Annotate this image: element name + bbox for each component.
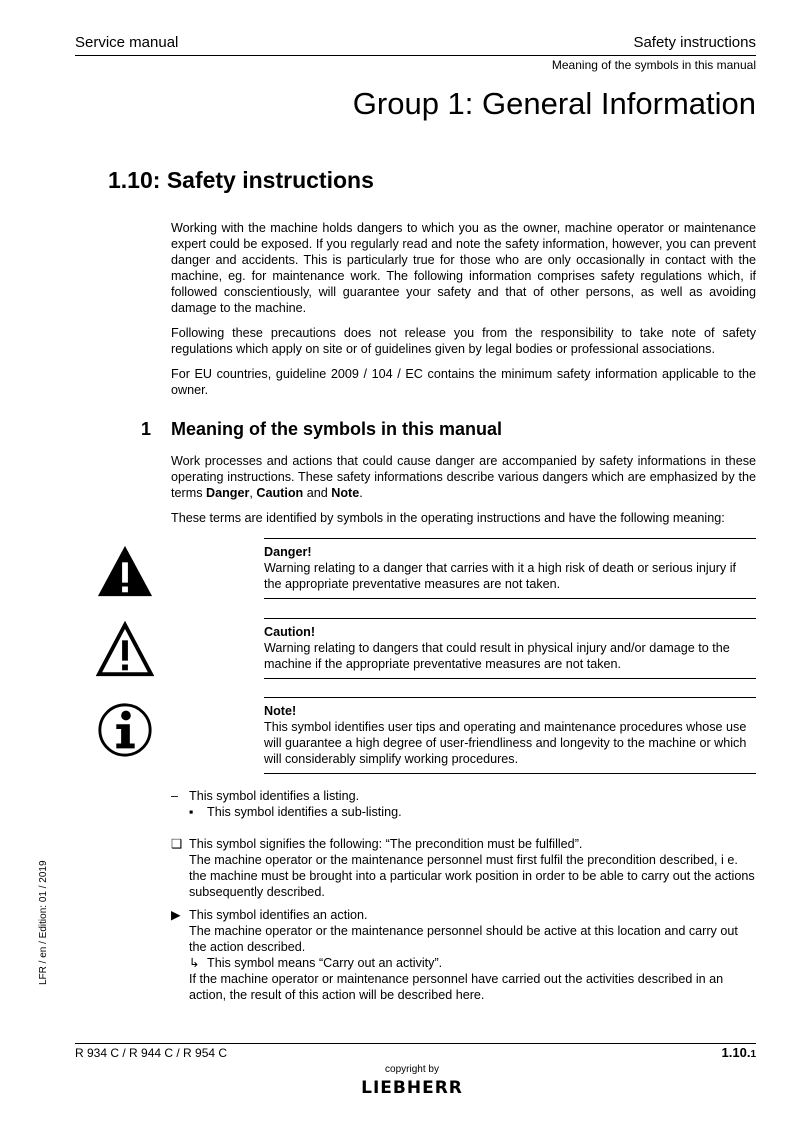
intro-paragraph-1: Working with the machine holds dangers to which you as the owner, machine operator or maintenance expert could be exposed. If you regularly read and note the safety information, however, you can prevent danger and accidents. This is particularly true for those who are only occasionally in contact with the machine, eg. for maintenance work. The following information comprises safety regulations which, if followed conscientiously, will guarantee your safety and that of other persons, as well as avoiding damage to the machine. <box>171 221 756 315</box>
header-rule <box>75 55 756 56</box>
precondition-symbol <box>171 836 756 900</box>
precondition-text: This symbol signifies the following: “The precondition must be fulfilled”. <box>189 837 583 851</box>
header-left: Service manual <box>75 34 179 51</box>
symbols-intro-text: Work processes and actions that could cause danger are accompanied by safety informations in these operating instructions. These safety informations describe various dangers which are emphasized by the terms <box>171 454 756 500</box>
liebherr-logo: LIEBHERR <box>361 1078 463 1098</box>
page-number <box>722 1045 756 1060</box>
subsection-number: 1 <box>141 419 152 439</box>
term-separator: and <box>303 486 332 500</box>
activity-text: This symbol means “Carry out an activity”. <box>207 956 443 970</box>
page-number-sub: 1 <box>750 1049 756 1060</box>
header-subtitle: Meaning of the symbols in this manual <box>551 58 756 72</box>
action-symbol <box>171 907 756 1003</box>
term-caution: Caution <box>256 486 304 500</box>
action-text: This symbol identifies an action. <box>189 908 368 922</box>
term-end: . <box>359 486 363 500</box>
page-number-main: 1.10. <box>721 1045 751 1060</box>
play-arrow-icon: ▶ <box>171 908 181 922</box>
result-text: If the machine operator or maintenance personnel have carried out the activities described in an action, the result of this action will be described here. <box>189 972 724 1002</box>
sublisting-text: This symbol identifies a sub-listing. <box>207 805 402 819</box>
danger-notice <box>264 538 756 599</box>
copyright-text: copyright by <box>385 1064 439 1075</box>
listing-text: This symbol identifies a listing. <box>189 789 360 803</box>
danger-title: Danger! <box>264 545 312 559</box>
term-note: Note <box>331 486 360 500</box>
hook-arrow-icon: ↳ <box>189 956 200 970</box>
warning-filled-icon <box>96 543 154 601</box>
note-title: Note! <box>264 704 297 718</box>
edition-sidebar: LFR / en / Edition: 01 / 2019 <box>38 860 49 985</box>
warning-outline-icon <box>96 621 154 679</box>
caution-title: Caution! <box>264 625 316 639</box>
caution-notice <box>264 618 756 679</box>
checkbox-icon: ❑ <box>171 837 183 851</box>
term-separator: , <box>249 486 257 500</box>
header-right: Safety instructions <box>633 34 756 51</box>
precondition-detail: The machine operator or the maintenance personnel must first fulfil the precondition described, i e. the machine must be brought into a particular work position in order to be able to carry out the actions subsequently described. <box>189 853 755 899</box>
symbols-meaning-paragraph: These terms are identified by symbols in the operating instructions and have the following meaning: <box>171 511 725 525</box>
listing-symbol <box>171 788 756 820</box>
note-notice <box>264 697 756 774</box>
intro-paragraph-3: For EU countries, guideline 2009 / 104 / EC contains the minimum safety information applicable to the owner. <box>171 367 756 397</box>
symbols-intro-paragraph <box>171 453 756 501</box>
subsection-title: Meaning of the symbols in this manual <box>171 419 503 439</box>
info-icon <box>96 701 154 759</box>
term-danger: Danger <box>205 486 250 500</box>
note-text: This symbol identifies user tips and operating and maintenance procedures whose use will guarantee a high degree of user-friendliness and longevity to the machine or which will considerably simplify working procedures. <box>264 720 747 766</box>
danger-text: Warning relating to a danger that carries with it a high risk of death or serious injury if the appropriate preventative measures are not taken. <box>264 561 737 591</box>
action-detail: The machine operator or the maintenance personnel should be active at this location and carry out the action described. <box>189 924 738 954</box>
square-bullet-icon: ▪ <box>189 805 194 819</box>
intro-paragraph-2: Following these precautions does not release you from the responsibility to take note of safety regulations which apply on site or of guidelines given by legal bodies or professional associations. <box>171 326 756 356</box>
group-title: Group 1: General Information <box>352 86 756 121</box>
section-title: 1.10: Safety instructions <box>108 167 374 193</box>
footer-rule <box>75 1043 756 1044</box>
dash-icon: – <box>171 789 179 803</box>
caution-text: Warning relating to dangers that could result in physical injury and/or damage to the machine if the appropriate preventative measures are not taken. <box>264 641 730 671</box>
footer-models: R 934 C / R 944 C / R 954 C <box>75 1046 228 1060</box>
